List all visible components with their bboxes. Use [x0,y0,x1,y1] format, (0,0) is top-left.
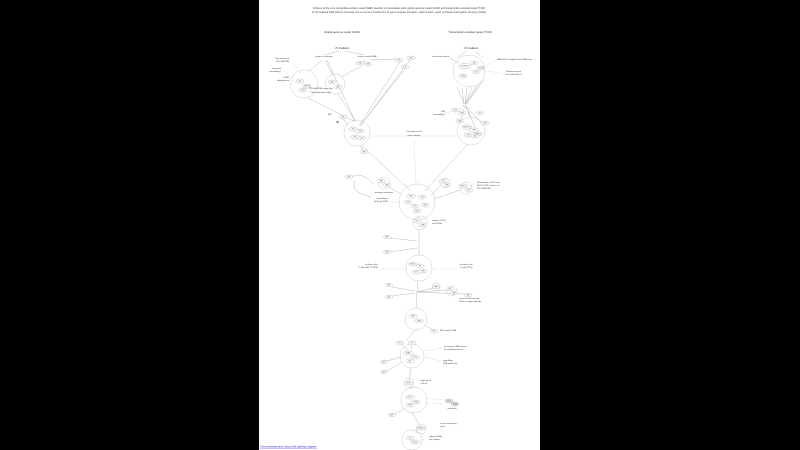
protein-node-label: RNA Pol II [463,127,471,129]
protein-node-label: UVSSA [478,68,484,70]
protein-node-label: hHR23B [304,86,310,88]
annotation-label: the stalled Pol II? [506,74,522,76]
protein-node-label: DDB1 [329,82,335,84]
annotation-label: XPC-hHR23B [276,61,289,63]
annotation-label: ERCC1-XPF; release of [477,185,500,187]
protein-node-label: p300 [483,123,487,125]
annotation-label: release of XPC [432,220,446,222]
protein-node-label: Pol δ [447,401,451,403]
diagram-title-line1: Scheme of the core nucleotide excision repair (NER) reaction in mammalian cells: global genome repair (GGR) and transcription-coupled repair (TCR) [312,7,486,10]
protein-node-label: RNA Pol II [461,66,469,68]
protein-node-label: DDB2 [335,87,341,89]
protein-node-label: ATP [382,362,386,364]
protein-node-label: TFIIS [453,110,457,112]
protein-node-label: DDB2 [365,64,371,66]
protein-node-label: CPD [397,60,401,62]
protein-node-label: nick [408,438,412,440]
protein-node-label: RPA [466,295,470,297]
annotation-label: incision at the [460,264,473,266]
protein-node-label: ADP [382,372,386,374]
annotation-label: transcribed strand [432,56,449,58]
protein-node-label: XPG [414,272,418,274]
section-header-ggr: Global genome repair (GGR) [324,30,360,34]
annotation-label: DNA synthesis) [443,363,458,365]
annotation-label: for replication factors [444,349,464,351]
protein-node-label: XAB2 [458,121,462,123]
protein-node-label: XPF [418,266,422,268]
protein-node-label: RPA [411,316,415,318]
annotation-label: Displacement of [506,71,521,73]
annotation-label: repair patch [420,380,431,382]
annotation-label: 3' side (XPG) [460,267,473,269]
protein-node-label: CEN2 [300,90,306,92]
annotation-label: nick ligation [429,439,440,441]
protein-node-label: ADP [390,415,394,417]
protein-node-label: XPG [415,211,419,213]
protein-node-label: CSA [472,63,476,65]
protein-node-label: XPG [415,221,419,223]
protein-node-label: Pol ε [410,343,414,345]
protein-node-label: TFIIH [434,287,438,289]
protein-node-label: Pol δ [398,343,402,345]
protein-node-label: RPA [385,185,389,187]
protein-node-label: CSB [474,72,478,74]
diagram-canvas [259,0,540,450]
protein-node-label: TFIIH [472,130,476,132]
annotation-label: ATP [328,114,332,116]
protein-node-label: XPC [351,129,355,131]
protein-node-label: Pol δ/ε [407,397,413,399]
protein-node-label: RPA [421,271,425,273]
protein-node-label: RPA [362,152,366,154]
annotation-label: XPC-hHR23B senses the [309,88,333,90]
annotation-label: CSB [440,111,445,113]
protein-node-label: XPA [452,293,456,295]
protein-node-label: XPG [478,113,482,115]
annotation-label: cells) [440,426,445,428]
protein-node-label: RFC [408,361,412,363]
protein-node-label: TFIIH [409,196,413,198]
ner-pathway-diagram [259,0,540,450]
protein-node-label: RFC [432,331,436,333]
protein-node-label: XPA [379,181,383,183]
protein-node-label: Pol δ/ε [412,357,418,359]
protein-node-label: ATP [387,285,391,287]
annotation-label: lesion in chromatin [315,56,333,58]
protein-node-label: RPA [408,405,412,407]
annotation-label: RFC loads PCNA [440,330,457,332]
protein-node-label: PCNA [452,404,458,406]
protein-node-label: RPA [421,225,425,227]
protein-node-label: ADP [385,252,389,254]
footer-link-text[interactable]: Comments/questions about this pathway diagram [260,445,317,449]
uv-irradiation-label-right: UV irradiation [463,47,479,50]
protein-node-label: XPC [448,289,452,291]
protein-node-label: ERCC1 [410,264,416,266]
protein-node-label: XPC [298,81,302,83]
annotation-label: XPC-hHR23B? [477,188,491,190]
annotation-label: RNA Pol II is stalled at the DNA lesion [497,59,532,61]
protein-node-label: PCNA [413,402,419,404]
protein-node-label: mRNA [460,76,466,78]
annotation-label: 24-32 nt oligonucleotide [459,301,482,303]
annotation-label: ubiquitylation [276,80,289,82]
protein-node-label: DDB1 [357,63,363,65]
annotation-label: release of the excised [459,298,480,300]
protein-node-label: TFIIH [460,113,464,115]
protein-node-label: XPD [360,138,364,140]
annotation-label: (in non-replicating [440,423,457,425]
protein-node-label: ERCC1 [460,186,466,188]
annotation-label: (~30 nt) [420,383,428,385]
annotation-label: unwinding of [376,198,388,200]
protein-node-label: CSB [466,135,470,137]
annotation-label: repaired DNA: [429,436,443,438]
protein-node-label: XPA [420,197,424,199]
protein-node-label: dNTPs [406,383,412,385]
protein-node-label: lesion [403,67,407,69]
protein-node-label: 6-4PP [408,58,414,60]
annotation-label: chromatin [271,68,281,70]
protein-node-label: ATP [385,237,389,239]
annotation-label: DDB2 [283,77,289,79]
annotation-label: helix-distorting lesion [311,92,331,94]
section-header-tcr: Transcription-coupled repair (TCR) [448,30,492,34]
protein-node-label: ADP [387,297,391,299]
protein-node-label: PCNA [405,353,411,355]
protein-node-label: XPB [353,137,357,139]
protein-node-label: TFIIH [358,131,362,133]
annotation-label: 5' side (ERCC1-XPF) [358,267,378,269]
annotation-label: exchange of NER factors [444,346,468,348]
protein-node-label: RPA [445,185,449,187]
annotation-label: remodelling? [269,71,281,73]
protein-node-label: CSA [473,136,477,138]
protein-node-label: PCNA [416,321,422,323]
annotation-label: remodelling? [433,114,445,116]
protein-node-label: RPA [423,205,427,207]
annotation-label: ~30 bp by TFIIH [373,201,388,203]
annotation-label: and TFIIH? [432,223,443,225]
annotation-label: lesion in naked DNA [357,56,377,58]
footer-link[interactable] [260,445,317,449]
protein-node-label: XPD [413,206,417,208]
annotation-label: Recruitment of XPG and [477,182,500,184]
protein-node-label: XPF [467,190,471,192]
diagram-title-line2: of UV-induced DNA lesions converge into a common mechanism of open-complex formation, dual incision, repair synthesis and ligation (working model) [311,11,487,14]
uv-irradiation-label-left: UV irradiation [334,47,350,50]
annotation-label: (gap-filling [443,360,453,362]
protein-node-label: XPA [347,177,351,179]
annotation-label: damage verification [374,192,394,194]
protein-node-label: ligation [412,442,418,444]
annotation-label: open complex [407,135,421,137]
protein-node-label: DNA lig I [418,428,424,430]
annotation-label: Recruitment of [275,58,289,60]
annotation-label: Formation of the [406,131,422,133]
protein-node-label: XPG [441,181,445,183]
protein-node-label: XPB [406,202,410,204]
annotation-label: incision at the [365,264,378,266]
annotation-label: (recycled) [447,408,457,410]
protein-node-label: XPA [341,117,345,119]
